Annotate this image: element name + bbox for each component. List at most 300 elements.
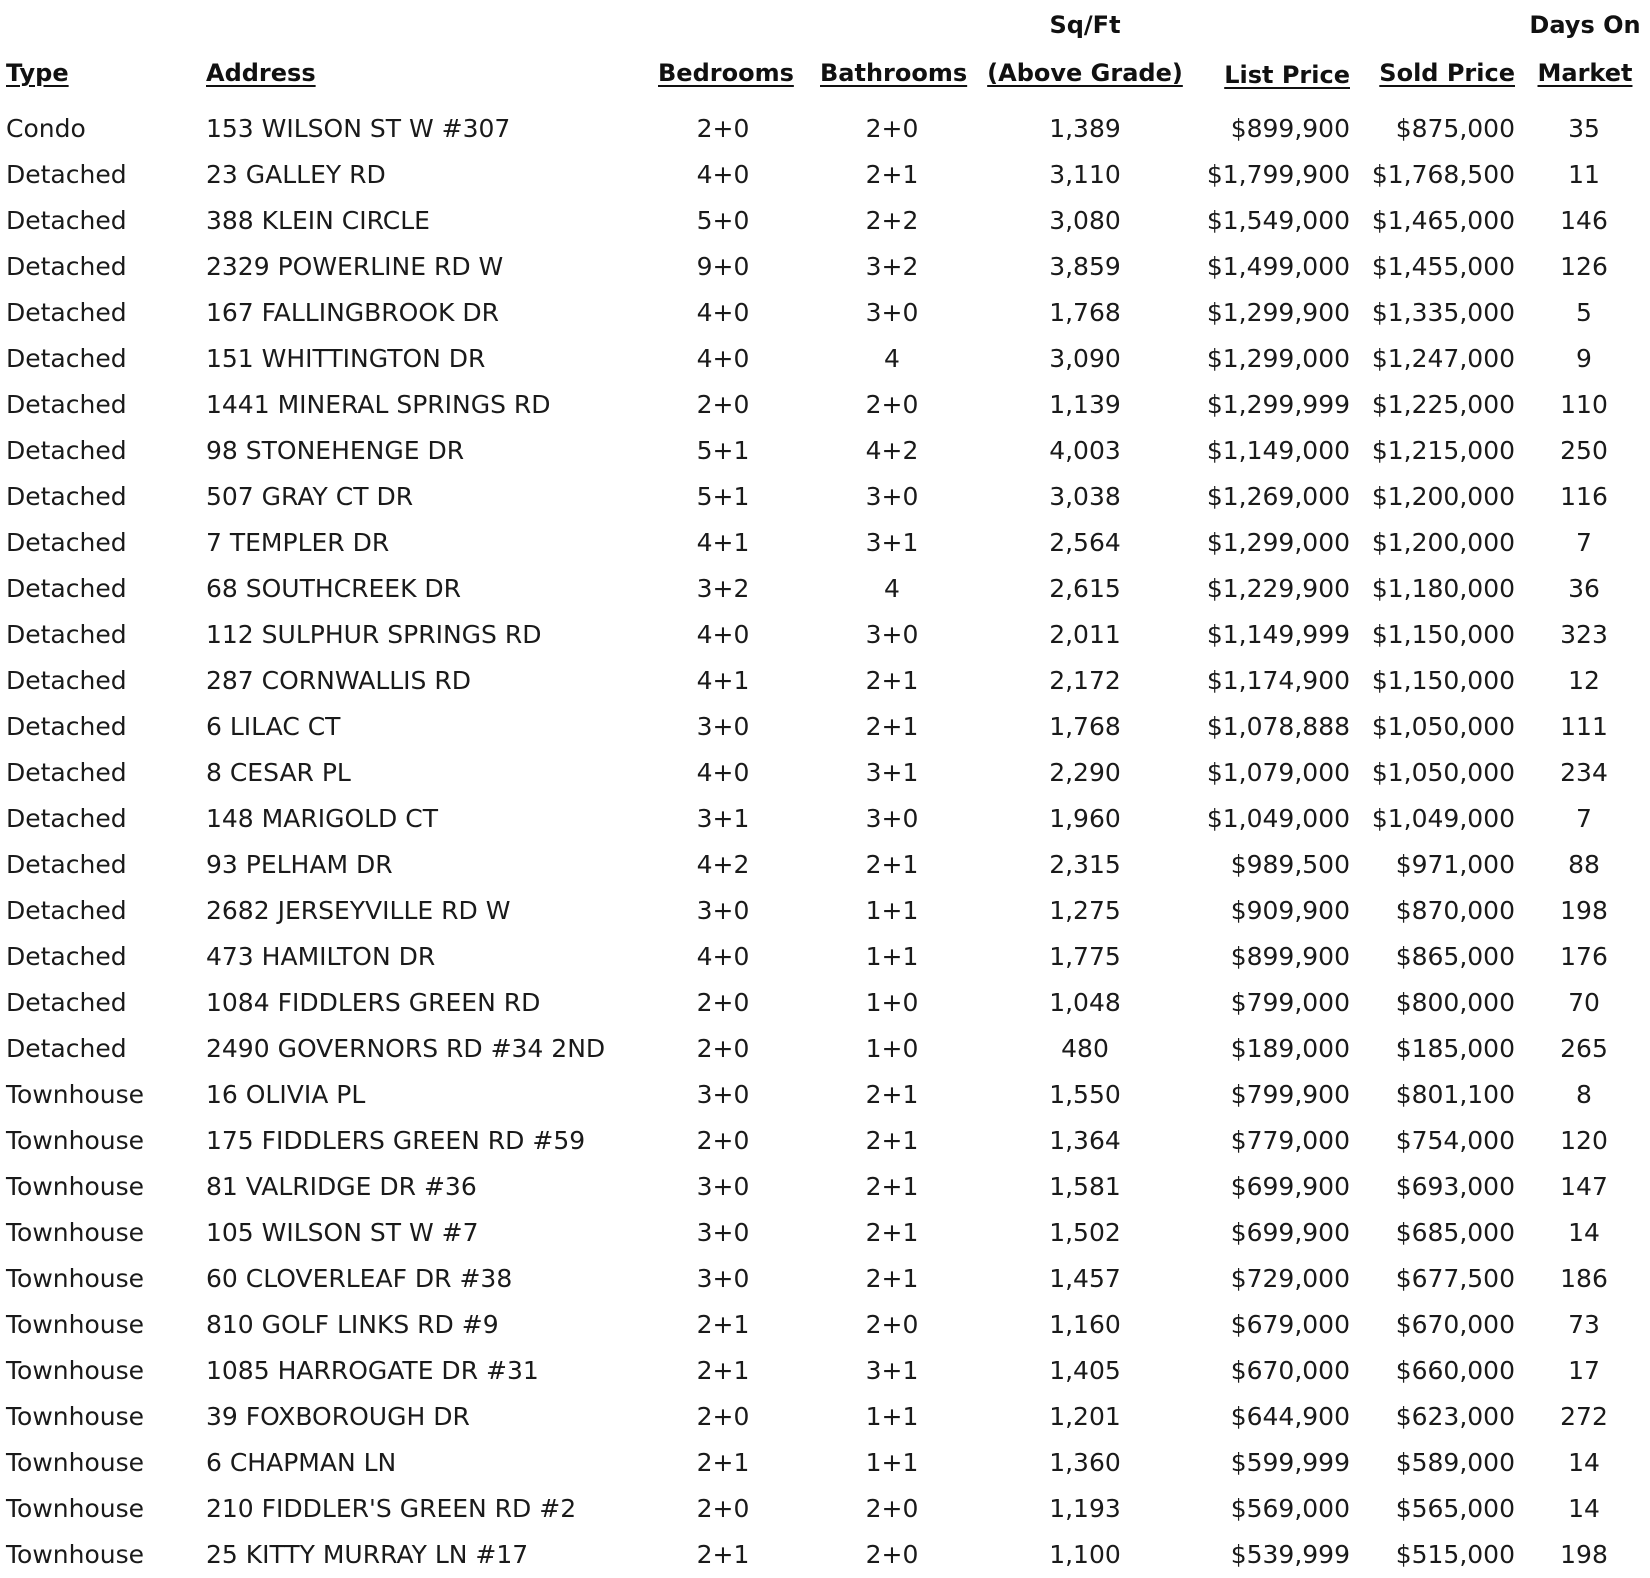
table-row [0,152,1650,198]
cell-bedrooms: 4+0 [696,160,750,189]
cell-type: Detached [6,436,127,465]
table-row [0,1302,1650,1348]
cell-sqft: 1,364 [1049,1126,1121,1155]
cell-address: 148 MARIGOLD CT [206,804,438,833]
cell-sqft: 480 [1061,1034,1109,1063]
header-days-on-market [1520,10,1650,88]
cell-days-on-market: 73 [1568,1310,1600,1339]
table-row [0,842,1650,888]
table-row [0,382,1650,428]
header-list-price-label: List Price [1224,61,1350,89]
cell-bathrooms: 2+1 [865,160,919,189]
table-row [0,1210,1650,1256]
cell-bedrooms: 3+0 [696,1218,750,1247]
cell-bedrooms: 4+1 [696,666,750,695]
cell-bedrooms: 4+0 [696,344,750,373]
cell-address: 388 KLEIN CIRCLE [206,206,430,235]
cell-sold-price: $870,000 [1395,896,1515,925]
cell-bathrooms: 4+2 [865,436,919,465]
cell-bathrooms: 1+0 [865,1034,919,1063]
cell-type: Townhouse [6,1356,145,1385]
cell-address: 473 HAMILTON DR [206,942,436,971]
cell-sqft: 1,275 [1049,896,1121,925]
cell-address: 287 CORNWALLIS RD [206,666,471,695]
cell-type: Detached [6,896,127,925]
cell-sqft: 1,048 [1049,988,1121,1017]
cell-bathrooms: 3+1 [865,758,919,787]
cell-list-price: $1,174,900 [1206,666,1350,695]
cell-sqft: 1,360 [1049,1448,1121,1477]
header-bedrooms [658,58,794,88]
cell-days-on-market: 250 [1560,436,1608,465]
cell-bedrooms: 4+0 [696,620,750,649]
cell-type: Detached [6,390,127,419]
cell-type: Detached [6,666,127,695]
cell-list-price: $989,500 [1230,850,1350,879]
cell-bathrooms: 3+0 [865,804,919,833]
cell-bathrooms: 3+0 [865,482,919,511]
cell-list-price: $1,549,000 [1206,206,1350,235]
cell-days-on-market: 17 [1568,1356,1600,1385]
cell-sold-price: $1,150,000 [1371,620,1515,649]
cell-list-price: $779,000 [1230,1126,1350,1155]
cell-sqft: 3,038 [1049,482,1121,511]
cell-bathrooms: 2+1 [865,666,919,695]
cell-type: Townhouse [6,1172,145,1201]
cell-sqft: 2,172 [1049,666,1121,695]
cell-type: Detached [6,160,127,189]
cell-bathrooms: 3+1 [865,1356,919,1385]
cell-days-on-market: 12 [1568,666,1600,695]
cell-sqft: 4,003 [1049,436,1121,465]
cell-bathrooms: 2+0 [865,390,919,419]
cell-days-on-market: 111 [1560,712,1608,741]
cell-sqft: 3,110 [1049,160,1121,189]
cell-sold-price: $1,247,000 [1371,344,1515,373]
cell-days-on-market: 323 [1560,620,1608,649]
cell-bathrooms: 1+1 [865,1402,919,1431]
cell-list-price: $1,149,000 [1206,436,1350,465]
cell-bedrooms: 3+0 [696,1080,750,1109]
cell-list-price: $1,078,888 [1206,712,1350,741]
cell-list-price: $189,000 [1230,1034,1350,1063]
cell-bedrooms: 3+2 [696,574,750,603]
cell-bedrooms: 4+0 [696,758,750,787]
cell-sold-price: $185,000 [1395,1034,1515,1063]
cell-sold-price: $1,200,000 [1371,482,1515,511]
cell-sqft: 1,768 [1049,298,1121,327]
cell-address: 1085 HARROGATE DR #31 [206,1356,539,1385]
cell-list-price: $1,299,999 [1206,390,1350,419]
cell-address: 175 FIDDLERS GREEN RD #59 [206,1126,586,1155]
table-row [0,750,1650,796]
table-row [0,244,1650,290]
cell-sqft: 1,581 [1049,1172,1121,1201]
header-sold-price [1355,58,1515,88]
cell-sqft: 2,315 [1049,850,1121,879]
cell-days-on-market: 14 [1568,1218,1600,1247]
cell-address: 1084 FIDDLERS GREEN RD [206,988,541,1017]
cell-bathrooms: 4 [884,344,900,373]
cell-bathrooms: 2+2 [865,206,919,235]
cell-address: 6 CHAPMAN LN [206,1448,397,1477]
table-row [0,888,1650,934]
cell-days-on-market: 198 [1560,1540,1608,1569]
cell-days-on-market: 70 [1568,988,1600,1017]
cell-address: 68 SOUTHCREEK DR [206,574,462,603]
cell-days-on-market: 9 [1576,344,1592,373]
cell-list-price: $899,900 [1230,942,1350,971]
cell-sqft: 1,389 [1049,114,1121,143]
table-row [0,106,1650,152]
cell-days-on-market: 36 [1568,574,1600,603]
table-row [0,1440,1650,1486]
cell-list-price: $1,299,000 [1206,344,1350,373]
cell-sqft: 1,201 [1049,1402,1121,1431]
cell-type: Detached [6,988,127,1017]
cell-type: Condo [6,114,86,143]
cell-days-on-market: 176 [1560,942,1608,971]
cell-bathrooms: 2+1 [865,712,919,741]
cell-bedrooms: 4+0 [696,942,750,971]
cell-address: 25 KITTY MURRAY LN #17 [206,1540,529,1569]
cell-bathrooms: 2+1 [865,1080,919,1109]
cell-type: Detached [6,942,127,971]
cell-type: Townhouse [6,1218,145,1247]
cell-days-on-market: 88 [1568,850,1600,879]
cell-list-price: $1,079,000 [1206,758,1350,787]
cell-sqft: 3,090 [1049,344,1121,373]
cell-bathrooms: 4 [884,574,900,603]
cell-sold-price: $1,335,000 [1371,298,1515,327]
cell-sold-price: $800,000 [1395,988,1515,1017]
cell-days-on-market: 7 [1576,804,1592,833]
header-sqft [980,10,1190,88]
cell-sold-price: $1,180,000 [1371,574,1515,603]
header-sqft-line1: Sq/Ft [1049,11,1121,39]
cell-days-on-market: 5 [1576,298,1592,327]
cell-address: 507 GRAY CT DR [206,482,414,511]
cell-sold-price: $1,215,000 [1371,436,1515,465]
header-address-label: Address [206,59,316,87]
cell-address: 39 FOXBOROUGH DR [206,1402,470,1431]
cell-list-price: $1,499,000 [1206,252,1350,281]
cell-sold-price: $589,000 [1395,1448,1515,1477]
header-type [6,58,69,88]
cell-sold-price: $1,049,000 [1371,804,1515,833]
cell-list-price: $1,269,000 [1206,482,1350,511]
cell-bedrooms: 2+0 [696,1126,750,1155]
table-row [0,566,1650,612]
cell-list-price: $799,900 [1230,1080,1350,1109]
cell-bathrooms: 2+0 [865,114,919,143]
cell-address: 810 GOLF LINKS RD #9 [206,1310,499,1339]
cell-days-on-market: 14 [1568,1494,1600,1523]
cell-address: 98 STONEHENGE DR [206,436,465,465]
cell-type: Detached [6,528,127,557]
cell-type: Detached [6,252,127,281]
cell-sold-price: $1,050,000 [1371,758,1515,787]
header-bathrooms-label: Bathrooms [820,59,968,87]
header-type-label: Type [6,59,69,87]
cell-sold-price: $1,465,000 [1371,206,1515,235]
cell-bathrooms: 2+1 [865,1172,919,1201]
cell-list-price: $670,000 [1230,1356,1350,1385]
cell-bedrooms: 2+0 [696,390,750,419]
cell-bedrooms: 4+1 [696,528,750,557]
cell-days-on-market: 126 [1560,252,1608,281]
cell-type: Detached [6,298,127,327]
cell-type: Detached [6,620,127,649]
cell-days-on-market: 7 [1576,528,1592,557]
cell-list-price: $799,000 [1230,988,1350,1017]
cell-bathrooms: 3+2 [865,252,919,281]
cell-sold-price: $685,000 [1395,1218,1515,1247]
cell-list-price: $599,999 [1230,1448,1350,1477]
cell-address: 2682 JERSEYVILLE RD W [206,896,511,925]
cell-address: 210 FIDDLER'S GREEN RD #2 [206,1494,577,1523]
cell-bathrooms: 1+0 [865,988,919,1017]
cell-sold-price: $1,225,000 [1371,390,1515,419]
cell-address: 81 VALRIDGE DR #36 [206,1172,477,1201]
cell-days-on-market: 186 [1560,1264,1608,1293]
cell-type: Townhouse [6,1080,145,1109]
cell-bedrooms: 2+0 [696,988,750,1017]
cell-list-price: $909,900 [1230,896,1350,925]
cell-sold-price: $670,000 [1395,1310,1515,1339]
cell-sqft: 1,768 [1049,712,1121,741]
cell-days-on-market: 146 [1560,206,1608,235]
cell-list-price: $1,149,999 [1206,620,1350,649]
cell-address: 23 GALLEY RD [206,160,386,189]
table-row [0,336,1650,382]
cell-days-on-market: 234 [1560,758,1608,787]
table-row [0,198,1650,244]
cell-list-price: $679,000 [1230,1310,1350,1339]
cell-sqft: 1,550 [1049,1080,1121,1109]
cell-list-price: $699,900 [1230,1218,1350,1247]
cell-list-price: $1,799,900 [1206,160,1350,189]
cell-address: 167 FALLINGBROOK DR [206,298,499,327]
cell-type: Detached [6,850,127,879]
table-row [0,796,1650,842]
cell-sqft: 1,775 [1049,942,1121,971]
cell-days-on-market: 11 [1568,160,1600,189]
cell-days-on-market: 35 [1568,114,1600,143]
cell-bathrooms: 2+1 [865,1126,919,1155]
cell-bedrooms: 2+1 [696,1448,750,1477]
cell-sold-price: $865,000 [1395,942,1515,971]
cell-bedrooms: 5+0 [696,206,750,235]
cell-list-price: $699,900 [1230,1172,1350,1201]
cell-type: Detached [6,712,127,741]
cell-sqft: 1,160 [1049,1310,1121,1339]
cell-bathrooms: 2+0 [865,1494,919,1523]
cell-bathrooms: 3+0 [865,298,919,327]
cell-list-price: $644,900 [1230,1402,1350,1431]
cell-sqft: 3,859 [1049,252,1121,281]
cell-bedrooms: 3+1 [696,804,750,833]
cell-sqft: 1,405 [1049,1356,1121,1385]
cell-list-price: $729,000 [1230,1264,1350,1293]
cell-days-on-market: 120 [1560,1126,1608,1155]
cell-sqft: 2,290 [1049,758,1121,787]
cell-bedrooms: 3+0 [696,896,750,925]
cell-sold-price: $693,000 [1395,1172,1515,1201]
header-sqft-line2: (Above Grade) [987,59,1183,87]
cell-type: Townhouse [6,1310,145,1339]
cell-days-on-market: 272 [1560,1402,1608,1431]
cell-sold-price: $801,100 [1395,1080,1515,1109]
cell-sold-price: $1,050,000 [1371,712,1515,741]
cell-sold-price: $677,500 [1395,1264,1515,1293]
cell-bedrooms: 2+0 [696,114,750,143]
table-row [0,1118,1650,1164]
cell-bedrooms: 2+1 [696,1310,750,1339]
table-row [0,980,1650,1026]
header-dom-line1: Days On [1529,11,1641,39]
cell-address: 60 CLOVERLEAF DR #38 [206,1264,513,1293]
cell-sold-price: $515,000 [1395,1540,1515,1569]
table-row [0,1486,1650,1532]
cell-sold-price: $660,000 [1395,1356,1515,1385]
table-row [0,520,1650,566]
cell-sold-price: $1,768,500 [1371,160,1515,189]
cell-sqft: 2,615 [1049,574,1121,603]
header-address [206,58,316,88]
table-row [0,1026,1650,1072]
cell-days-on-market: 198 [1560,896,1608,925]
cell-sold-price: $565,000 [1395,1494,1515,1523]
cell-days-on-market: 265 [1560,1034,1608,1063]
cell-bathrooms: 3+1 [865,528,919,557]
cell-type: Townhouse [6,1540,145,1569]
cell-address: 8 CESAR PL [206,758,351,787]
cell-address: 2329 POWERLINE RD W [206,252,504,281]
cell-address: 112 SULPHUR SPRINGS RD [206,620,542,649]
cell-sqft: 1,457 [1049,1264,1121,1293]
cell-bedrooms: 3+0 [696,712,750,741]
cell-address: 93 PELHAM DR [206,850,393,879]
cell-sqft: 3,080 [1049,206,1121,235]
cell-list-price: $899,900 [1230,114,1350,143]
table-row [0,290,1650,336]
cell-bathrooms: 2+1 [865,850,919,879]
cell-bathrooms: 2+1 [865,1218,919,1247]
cell-bedrooms: 4+2 [696,850,750,879]
table-row [0,658,1650,704]
cell-bathrooms: 1+1 [865,1448,919,1477]
table-row [0,1394,1650,1440]
cell-sold-price: $623,000 [1395,1402,1515,1431]
cell-bedrooms: 2+0 [696,1034,750,1063]
cell-sold-price: $1,150,000 [1371,666,1515,695]
cell-address: 153 WILSON ST W #307 [206,114,511,143]
cell-sqft: 1,100 [1049,1540,1121,1569]
cell-sqft: 1,193 [1049,1494,1121,1523]
cell-bathrooms: 2+1 [865,1264,919,1293]
cell-sqft: 2,564 [1049,528,1121,557]
header-bedrooms-label: Bedrooms [658,59,794,87]
cell-sold-price: $1,200,000 [1371,528,1515,557]
cell-type: Townhouse [6,1402,145,1431]
cell-list-price: $1,049,000 [1206,804,1350,833]
cell-bedrooms: 2+1 [696,1356,750,1385]
cell-list-price: $569,000 [1230,1494,1350,1523]
cell-address: 105 WILSON ST W #7 [206,1218,479,1247]
cell-bedrooms: 3+0 [696,1264,750,1293]
cell-type: Detached [6,574,127,603]
cell-type: Detached [6,344,127,373]
cell-days-on-market: 8 [1576,1080,1592,1109]
cell-sold-price: $875,000 [1395,114,1515,143]
table-row [0,612,1650,658]
cell-type: Townhouse [6,1494,145,1523]
cell-type: Townhouse [6,1126,145,1155]
cell-bedrooms: 4+0 [696,298,750,327]
table-row [0,934,1650,980]
cell-bedrooms: 2+0 [696,1494,750,1523]
cell-sqft: 1,960 [1049,804,1121,833]
cell-bathrooms: 1+1 [865,896,919,925]
cell-days-on-market: 14 [1568,1448,1600,1477]
cell-list-price: $1,299,900 [1206,298,1350,327]
cell-sold-price: $971,000 [1395,850,1515,879]
cell-bedrooms: 2+1 [696,1540,750,1569]
cell-sold-price: $754,000 [1395,1126,1515,1155]
table-row [0,1348,1650,1394]
table-row [0,1532,1650,1578]
cell-sold-price: $1,455,000 [1371,252,1515,281]
cell-address: 1441 MINERAL SPRINGS RD [206,390,551,419]
cell-days-on-market: 110 [1560,390,1608,419]
cell-list-price: $1,299,000 [1206,528,1350,557]
cell-days-on-market: 147 [1560,1172,1608,1201]
header-sold-price-label: Sold Price [1379,59,1515,87]
cell-type: Townhouse [6,1264,145,1293]
cell-address: 7 TEMPLER DR [206,528,390,557]
table-row [0,1164,1650,1210]
cell-list-price: $539,999 [1230,1540,1350,1569]
cell-type: Detached [6,758,127,787]
cell-type: Detached [6,804,127,833]
cell-list-price: $1,229,900 [1206,574,1350,603]
cell-type: Townhouse [6,1448,145,1477]
cell-type: Detached [6,482,127,511]
cell-bathrooms: 2+0 [865,1540,919,1569]
cell-address: 16 OLIVIA PL [206,1080,366,1109]
cell-bathrooms: 2+0 [865,1310,919,1339]
cell-sqft: 2,011 [1049,620,1121,649]
cell-address: 2490 GOVERNORS RD #34 2ND [206,1034,606,1063]
cell-type: Detached [6,206,127,235]
cell-sqft: 1,502 [1049,1218,1121,1247]
table-row [0,1072,1650,1118]
cell-address: 6 LILAC CT [206,712,341,741]
table-row [0,1256,1650,1302]
cell-sqft: 1,139 [1049,390,1121,419]
cell-bedrooms: 5+1 [696,436,750,465]
cell-bathrooms: 1+1 [865,942,919,971]
cell-bedrooms: 2+0 [696,1402,750,1431]
cell-bedrooms: 5+1 [696,482,750,511]
cell-type: Detached [6,1034,127,1063]
cell-days-on-market: 116 [1560,482,1608,511]
header-list-price [1190,60,1350,90]
cell-address: 151 WHITTINGTON DR [206,344,486,373]
table-row [0,704,1650,750]
cell-bedrooms: 3+0 [696,1172,750,1201]
